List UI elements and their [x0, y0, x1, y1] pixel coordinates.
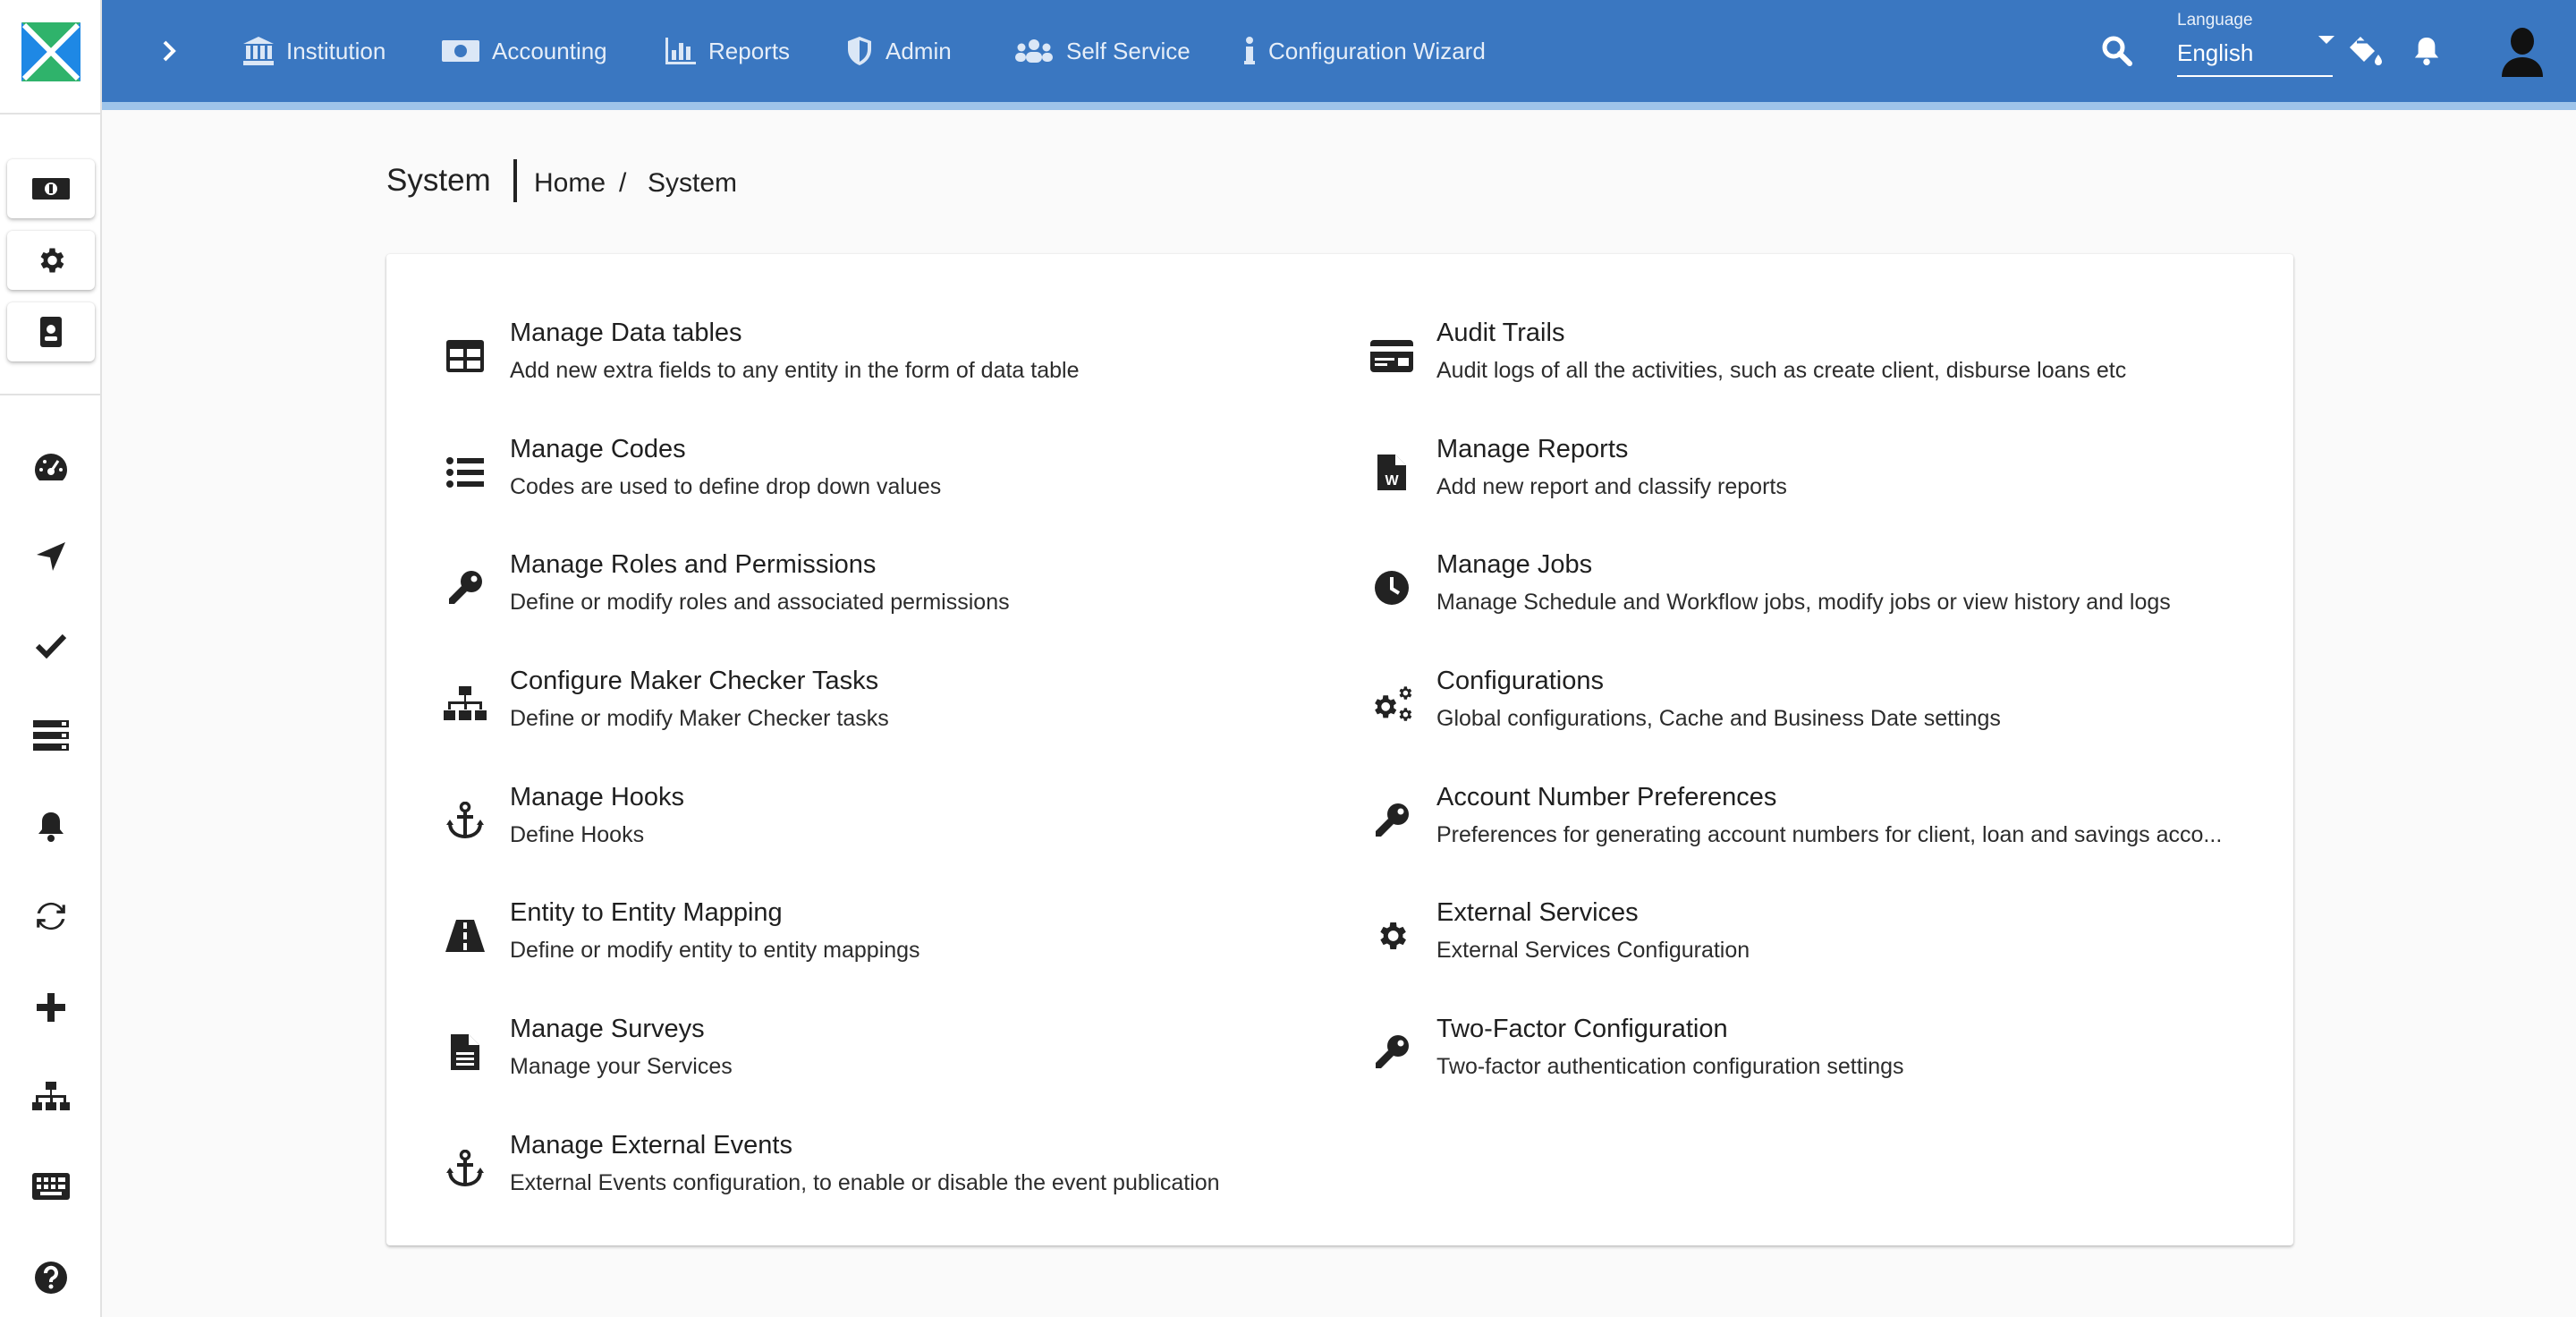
- item-title: Manage Jobs: [1436, 550, 1593, 579]
- item-external-services[interactable]: [1365, 896, 2259, 986]
- list-icon: [438, 446, 492, 499]
- gear-icon: [35, 244, 67, 276]
- clock-icon: [1365, 561, 1419, 615]
- item-description: Define or modify entity to entity mappings: [510, 938, 920, 963]
- navigation-icon: [35, 540, 67, 573]
- help-icon: [34, 1261, 68, 1295]
- dashboard-icon: [33, 452, 69, 482]
- item-manage-jobs[interactable]: [1365, 548, 2259, 638]
- item-manage-external-events[interactable]: [438, 1129, 1333, 1219]
- refresh-icon: [34, 899, 68, 933]
- sidebar: [0, 0, 102, 1317]
- gear-icon: [1365, 909, 1419, 963]
- item-title: Manage External Events: [510, 1131, 792, 1160]
- money-icon: [31, 175, 71, 202]
- nav-reports[interactable]: [665, 27, 790, 75]
- item-title: External Services: [1436, 898, 1639, 927]
- item-title: Configurations: [1436, 667, 1604, 695]
- item-manage-data-tables[interactable]: [438, 317, 1333, 406]
- language-select[interactable]: [2177, 9, 2343, 79]
- road-icon: [438, 909, 492, 963]
- key-icon: [1365, 794, 1419, 847]
- search-icon: [2102, 36, 2132, 66]
- nav-reports-label: Reports: [708, 37, 791, 64]
- bank-icon: [243, 37, 274, 65]
- item-description: Two-factor authentication configuration settings: [1436, 1054, 1904, 1079]
- nav-accounting-label: Accounting: [492, 37, 607, 64]
- word-file-icon: [1365, 446, 1419, 499]
- item-title: Manage Hooks: [510, 783, 685, 811]
- item-description: External Services Configuration: [1436, 938, 1750, 963]
- id-badge-icon: [39, 316, 63, 348]
- item-description: Preferences for generating account numbers for client, loan and savings acco...: [1436, 822, 2223, 847]
- checkmark-icon: [35, 633, 67, 659]
- language-label: Language: [2177, 11, 2253, 30]
- rail-card-accounting[interactable]: [7, 159, 95, 218]
- mifos-logo-icon: [21, 22, 80, 81]
- nav-accounting[interactable]: [442, 27, 607, 75]
- item-configure-maker-checker-tasks[interactable]: [438, 665, 1333, 754]
- keyboard-shortcuts-nav[interactable]: [0, 1160, 102, 1213]
- item-audit-trails[interactable]: [1365, 317, 2259, 406]
- bar-chart-icon: [665, 38, 696, 64]
- item-title: Manage Roles and Permissions: [510, 550, 877, 579]
- item-manage-hooks[interactable]: [438, 781, 1333, 871]
- svg-text:W: W: [1385, 473, 1399, 489]
- navigation-nav[interactable]: [0, 530, 102, 583]
- item-title: Two-Factor Configuration: [1436, 1015, 1728, 1043]
- toolbar-accent-strip: [102, 102, 2576, 110]
- search-button[interactable]: [2095, 29, 2140, 73]
- hierarchy-icon: [32, 1082, 70, 1112]
- info-icon: [1243, 37, 1256, 65]
- item-description: Manage Schedule and Workflow jobs, modify jobs or view history and logs: [1436, 590, 2171, 615]
- item-description: Define or modify Maker Checker tasks: [510, 706, 889, 731]
- nav-institution-label: Institution: [286, 37, 386, 64]
- app-logo[interactable]: [0, 0, 102, 104]
- item-title: Account Number Preferences: [1436, 783, 1777, 811]
- item-description: Add new report and classify reports: [1436, 474, 1787, 499]
- item-title: Configure Maker Checker Tasks: [510, 667, 879, 695]
- key-icon: [1365, 1025, 1419, 1079]
- credit-card-icon: [1365, 329, 1419, 383]
- item-description: Define or modify roles and associated permissions: [510, 590, 1010, 615]
- help-nav[interactable]: [0, 1251, 102, 1304]
- item-title: Manage Codes: [510, 435, 686, 463]
- notifications-nav[interactable]: [0, 800, 102, 854]
- breadcrumb-separator: /: [619, 168, 627, 198]
- bell-icon: [37, 811, 65, 843]
- paint-bucket-icon: [2348, 35, 2384, 67]
- dashboard-nav[interactable]: [0, 440, 102, 494]
- nav-admin[interactable]: [846, 27, 952, 75]
- plus-icon: [37, 993, 65, 1022]
- item-account-number-preferences[interactable]: [1365, 781, 2259, 871]
- document-icon: [438, 1025, 492, 1079]
- item-two-factor-configuration[interactable]: [1365, 1013, 2259, 1102]
- keyboard-icon: [32, 1173, 70, 1200]
- top-toolbar: [102, 0, 2576, 102]
- item-description: Add new extra fields to any entity in the form of data table: [510, 358, 1080, 383]
- tasks-nav[interactable]: [0, 709, 102, 762]
- notifications-button[interactable]: [2404, 29, 2449, 73]
- list-icon: [33, 720, 69, 751]
- money-icon: [442, 38, 479, 64]
- user-avatar-icon: [2500, 27, 2545, 77]
- item-description: Define Hooks: [510, 822, 645, 847]
- item-title: Manage Data tables: [510, 319, 742, 347]
- breadcrumb-divider: [513, 159, 517, 202]
- anchor-icon: [438, 794, 492, 847]
- checker-inbox-nav[interactable]: [0, 619, 102, 673]
- item-description: Audit logs of all the activities, such as create client, disburse loans etc: [1436, 358, 2127, 383]
- sitemap-icon: [438, 677, 492, 731]
- rail-divider: [0, 394, 102, 395]
- page-title: System: [386, 163, 491, 198]
- item-description: External Events configuration, to enable or disable the event publication: [510, 1170, 1220, 1195]
- rail-card-clients[interactable]: [7, 302, 95, 361]
- item-manage-surveys[interactable]: [438, 1013, 1333, 1102]
- nav-self-service-label: Self Service: [1066, 37, 1191, 64]
- gears-icon: [1365, 677, 1419, 731]
- bell-icon: [2413, 36, 2440, 66]
- nav-configuration-wizard[interactable]: [1243, 27, 1486, 75]
- item-title: Audit Trails: [1436, 319, 1565, 347]
- rail-card-settings[interactable]: [7, 231, 95, 290]
- sidebar-toggle-button[interactable]: [147, 29, 191, 73]
- item-description: Manage your Services: [510, 1054, 733, 1079]
- nav-institution[interactable]: [243, 27, 386, 75]
- item-title: Manage Surveys: [510, 1015, 705, 1043]
- breadcrumb-current: System: [648, 168, 738, 198]
- theme-toggle-button[interactable]: [2343, 29, 2388, 73]
- create-nav[interactable]: [0, 981, 102, 1034]
- nav-configuration-wizard-label: Configuration Wizard: [1268, 37, 1486, 64]
- item-title: Entity to Entity Mapping: [510, 898, 783, 927]
- language-underline: [2177, 75, 2333, 77]
- shield-icon: [846, 36, 873, 66]
- chevron-right-icon: [161, 39, 177, 63]
- users-icon: [1014, 38, 1054, 64]
- nav-admin-label: Admin: [886, 37, 952, 64]
- system-card: [386, 254, 2293, 1245]
- item-configurations[interactable]: [1365, 665, 2259, 754]
- refresh-nav[interactable]: [0, 889, 102, 943]
- item-description: Codes are used to define drop down values: [510, 474, 942, 499]
- organization-nav[interactable]: [0, 1070, 102, 1124]
- item-manage-codes[interactable]: [438, 433, 1333, 523]
- user-profile-button[interactable]: [2496, 25, 2549, 79]
- item-title: Manage Reports: [1436, 435, 1629, 463]
- breadcrumb-home[interactable]: Home: [534, 168, 606, 198]
- item-manage-reports[interactable]: [1365, 433, 2259, 523]
- item-description: Global configurations, Cache and Business Date settings: [1436, 706, 2001, 731]
- key-icon: [438, 561, 492, 615]
- nav-self-service[interactable]: [1014, 27, 1191, 75]
- anchor-icon: [438, 1142, 492, 1195]
- dropdown-arrow-icon: [2318, 36, 2334, 44]
- rail-divider: [0, 113, 102, 115]
- item-manage-roles-and-permissions[interactable]: [438, 548, 1333, 638]
- language-value: English: [2177, 39, 2254, 66]
- item-entity-to-entity-mapping[interactable]: [438, 896, 1333, 986]
- table-icon: [438, 329, 492, 383]
